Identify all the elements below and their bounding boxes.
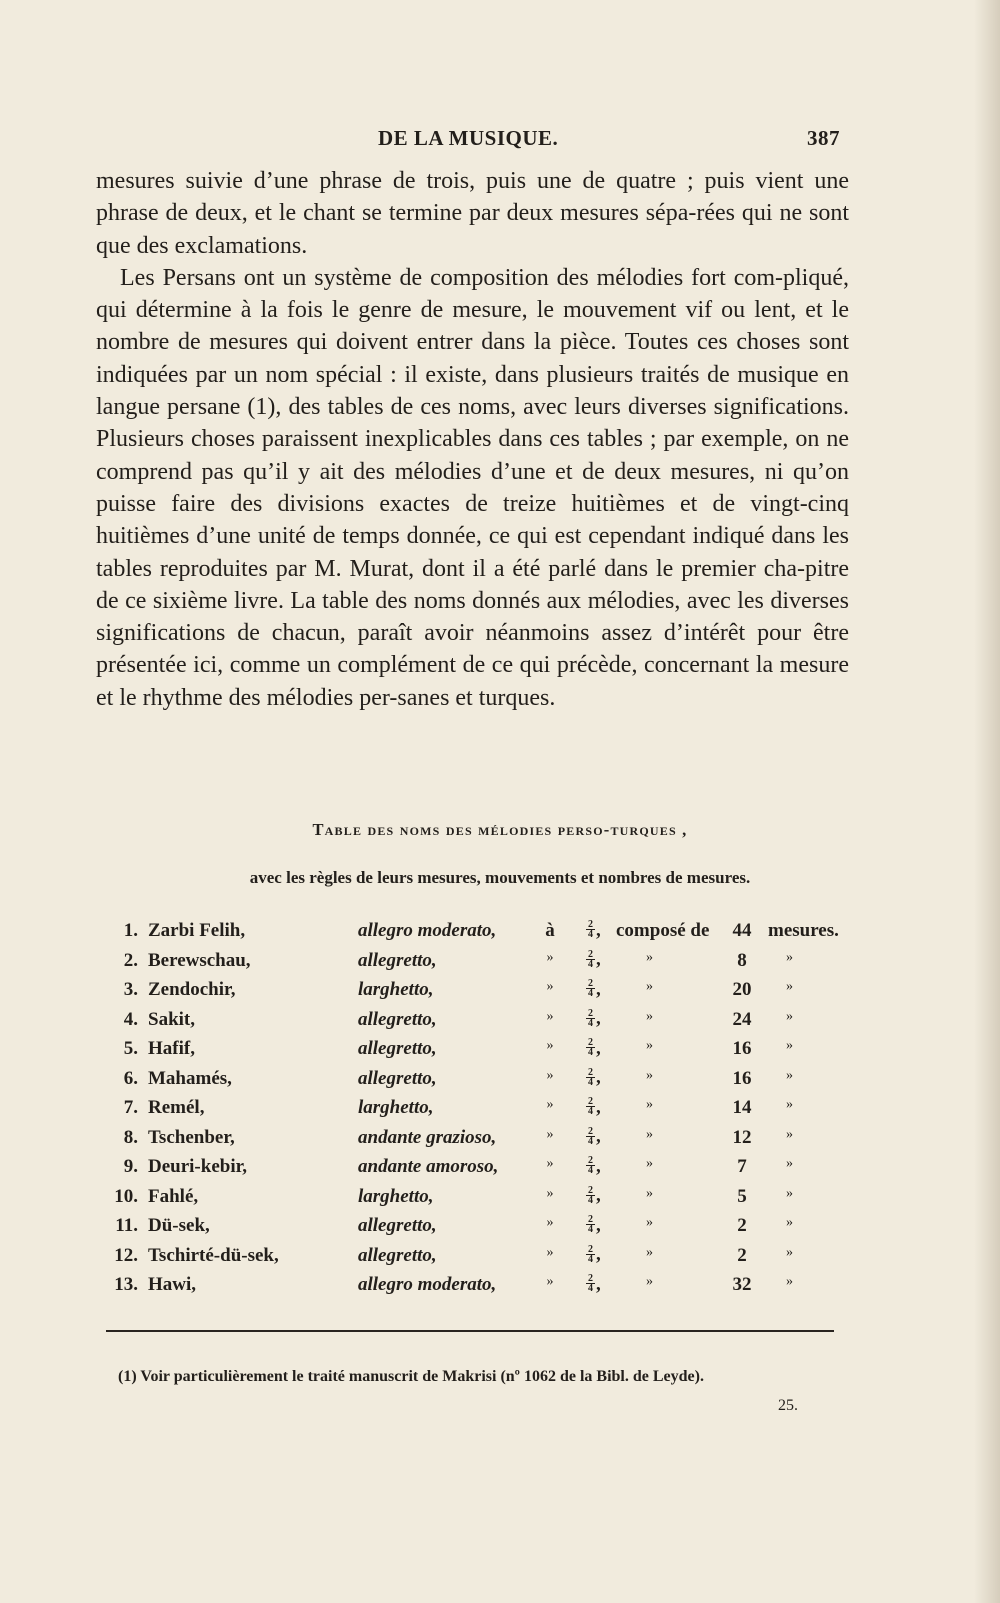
ditto-mark: » [546,1274,554,1289]
measure-count: 12 [732,1126,752,1148]
time-signature [586,979,612,1001]
table-row [0,1274,1000,1304]
composition-label: » [646,1156,653,1171]
measure-count: 2 [737,1244,747,1266]
melody-name: Tschenber, [148,1126,235,1148]
measure-count: 16 [732,1038,752,1059]
table-row [0,950,1000,980]
row-number: 10. [114,1185,138,1207]
tempo-marking: allegretto, [358,1038,437,1059]
table-row [0,1186,1000,1216]
ditto-mark: à [545,920,555,941]
ditto-mark: » [546,1038,554,1053]
signature-mark: 25. [778,1397,798,1414]
time-signature [586,1127,612,1149]
melody-name: Mahamés, [148,1067,232,1089]
time-signature [586,920,612,942]
measure-count: 16 [732,1067,752,1089]
fraction-denominator: 4 [588,1017,593,1029]
fraction-denominator: 4 [588,1135,593,1147]
measure-unit: » [786,1185,793,1201]
row-number: 5. [123,1038,138,1059]
measure-unit: » [786,1156,793,1171]
page-number: 387 [807,126,840,150]
composition-label: » [646,1274,653,1289]
time-signature [586,1245,612,1267]
table-title: Table des noms des mélodies perso-turques , [312,820,688,839]
fraction [586,1097,595,1116]
measure-unit: » [786,1008,793,1024]
fraction-comma: , [596,1185,601,1207]
paragraph-1: mesures suivie d’une phrase de trois, puis une de quatre ; puis vient une phrase de deux, et le chant se termine par deux mesures sépa-rées qui ne sont que des exclamations. [96,168,849,259]
body-text [96,165,849,714]
melody-name: Hawi, [148,1274,197,1295]
melody-name: Remél, [148,1097,205,1118]
running-title: DE LA MUSIQUE. [378,126,559,150]
ditto-mark: » [546,1126,554,1142]
melody-name: Berewschau, [148,949,251,971]
time-signature [586,1186,612,1208]
fraction [586,979,595,998]
measure-unit: » [786,1126,793,1142]
composition-label: » [646,1215,653,1230]
fraction-numerator: 2 [588,1125,593,1137]
time-signature [586,950,612,972]
fraction [586,1274,595,1293]
time-signature [586,1068,612,1090]
fraction-numerator: 2 [588,1037,593,1049]
fraction [586,920,595,939]
measure-unit: » [786,1097,793,1112]
fraction-numerator: 2 [588,1214,593,1226]
tempo-marking: larghetto, [358,1185,434,1207]
fraction-numerator: 2 [588,1243,593,1255]
fraction-numerator: 2 [588,1096,593,1108]
table-row [0,1127,1000,1157]
fraction [586,1215,595,1234]
fraction-numerator: 2 [588,919,593,931]
fraction-numerator: 2 [588,978,593,990]
fraction-comma: , [596,1037,601,1059]
fraction-comma: , [596,1273,601,1295]
composition-label: » [646,1126,653,1142]
time-signature [586,1009,612,1031]
composition-label: » [646,1008,653,1024]
time-signature [586,1215,612,1237]
fraction [586,1068,595,1087]
measure-unit: » [786,1215,793,1230]
row-number: 1. [123,920,138,941]
row-number: 6. [123,1067,138,1089]
table-row [0,1215,1000,1245]
measure-count: 20 [732,979,752,1000]
measure-unit: » [786,1274,793,1289]
fraction-denominator: 4 [588,1165,593,1177]
composition-label: » [646,1038,653,1053]
fraction-denominator: 4 [588,988,593,1000]
time-signature [586,1274,612,1296]
row-number: 7. [123,1097,138,1118]
table-row [0,1156,1000,1186]
fraction-comma: , [596,1008,601,1030]
table-row [0,1009,1000,1039]
page-edge-shadow [974,0,1000,1603]
melody-name: Dü-sek, [148,1215,210,1236]
composition-label: » [646,1097,653,1112]
row-number: 4. [123,1008,138,1030]
tempo-marking: allegretto, [358,1008,437,1030]
fraction-comma: , [596,1214,601,1236]
fraction-comma: , [596,1155,601,1177]
melody-name: Fahlé, [148,1185,199,1207]
measure-unit: » [786,949,793,965]
fraction-denominator: 4 [588,1253,593,1265]
tempo-marking: allegro moderato, [358,920,497,941]
fraction-comma: , [596,1067,601,1089]
ditto-mark: » [546,1008,554,1024]
fraction [586,950,595,969]
time-signature [586,1038,612,1060]
ditto-mark: » [546,1215,554,1230]
tempo-marking: allegretto, [358,1215,437,1236]
measure-unit: mesures. [768,920,839,941]
measure-count: 44 [732,920,752,941]
melody-name: Deuri-kebir, [148,1156,248,1177]
fraction [586,1038,595,1057]
table-row [0,979,1000,1009]
fraction-numerator: 2 [588,1007,593,1019]
composition-label: » [646,1244,653,1260]
ditto-mark: » [546,1244,554,1260]
composition-label: » [646,949,653,965]
table-row [0,1038,1000,1068]
running-header [96,126,840,152]
footnote-rule [106,1330,834,1332]
row-number: 13. [114,1274,138,1295]
composition-label: » [646,1067,653,1083]
row-number: 8. [123,1126,138,1148]
melody-name: Zendochir, [148,979,236,1000]
row-number: 12. [114,1244,138,1266]
tempo-marking: allegretto, [358,949,437,971]
fraction-denominator: 4 [588,1224,593,1236]
fraction-comma: , [596,1126,601,1148]
fraction-denominator: 4 [588,958,593,970]
ditto-mark: » [546,1097,554,1112]
measure-count: 8 [737,949,747,971]
row-number: 9. [123,1156,138,1177]
melody-name: Hafif, [148,1038,195,1059]
measure-count: 32 [732,1274,752,1295]
melody-name: Sakit, [148,1008,195,1030]
ditto-mark: » [546,1067,554,1083]
footnote: (1) Voir particulièrement le traité manuscrit de Makrisi (nº 1062 de la Bibl. de Leyde). [118,1368,704,1385]
measure-count: 14 [732,1097,752,1118]
time-signature [586,1156,612,1178]
tempo-marking: andante amoroso, [358,1156,499,1177]
tempo-marking: allegretto, [358,1067,437,1089]
row-number: 11. [115,1215,138,1236]
fraction-comma: , [596,919,601,941]
table-row [0,1068,1000,1098]
melody-name: Zarbi Felih, [148,920,246,941]
measure-count: 2 [737,1215,747,1236]
ditto-mark: » [546,949,554,965]
measure-unit: » [786,1067,793,1083]
fraction [586,1127,595,1146]
paragraph-2: Les Persans ont un système de composition des mélodies fort com-pliqué, qui détermine à la fois le genre de mesure, le mouvement vif ou lent, et le nombre de mesures qui doivent entrer dans la pièce. Toutes ces choses sont indiquées par un nom spécial : il existe, dans plusieurs traités de musique en langue persane (1), des tables de ces noms, avec leurs diverses significations. Plusieurs choses paraissent inexplicables dans ces tables ; par exemple, on ne comprend pas qu’il y ait des mélodies d’une et de deux mesures, ni qu’on puisse faire des divisions exactes de treize huitièmes et de vingt-cinq huitièmes d’une unité de temps donnée, ce qui est cependant indiqué dans les tables reproduites par M. Murat, dont il a été parlé dans le premier cha-pitre de ce sixième livre. La table des noms donnés aux mélodies, avec les diverses significations de chacun, paraît avoir néanmoins assez d’intérêt pour être présentée ici, comme un complément de ce qui précède, concernant la mesure et le rhythme des mélodies per-sanes et turques. [96,264,849,711]
fraction-denominator: 4 [588,1106,593,1118]
fraction-denominator: 4 [588,929,593,941]
table-row [0,1245,1000,1275]
ditto-mark: » [546,979,554,994]
ditto-mark: » [546,1185,554,1201]
ditto-mark: » [546,1156,554,1171]
tempo-marking: allegro moderato, [358,1274,497,1295]
composition-label: » [646,979,653,994]
fraction [586,1156,595,1175]
fraction-denominator: 4 [588,1283,593,1295]
fraction-comma: , [596,949,601,971]
table-row [0,920,1000,950]
fraction [586,1186,595,1205]
composition-label: » [646,1185,653,1201]
fraction [586,1009,595,1028]
measure-count: 7 [737,1156,747,1177]
measure-unit: » [786,979,793,994]
fraction-denominator: 4 [588,1047,593,1059]
row-number: 3. [123,979,138,1000]
measure-unit: » [786,1038,793,1053]
table-subtitle: avec les règles de leurs mesures, mouvements et nombres de mesures. [249,868,751,887]
fraction [586,1245,595,1264]
tempo-marking: larghetto, [358,1097,434,1118]
table-row [0,1097,1000,1127]
fraction-comma: , [596,978,601,1000]
fraction-comma: , [596,1096,601,1118]
fraction-numerator: 2 [588,1273,593,1285]
fraction-numerator: 2 [588,1066,593,1078]
measure-unit: » [786,1244,793,1260]
tempo-marking: larghetto, [358,979,434,1000]
fraction-numerator: 2 [588,948,593,960]
measure-count: 24 [732,1008,752,1030]
fraction-denominator: 4 [588,1194,593,1206]
fraction-numerator: 2 [588,1155,593,1167]
measure-count: 5 [737,1185,747,1207]
tempo-marking: andante grazioso, [358,1126,497,1148]
fraction-comma: , [596,1244,601,1266]
row-number: 2. [123,949,138,971]
tempo-marking: allegretto, [358,1244,437,1266]
melody-name: Tschirté-dü-sek, [148,1244,279,1266]
fraction-denominator: 4 [588,1076,593,1088]
composition-label: composé de [616,920,710,941]
time-signature [586,1097,612,1119]
fraction-numerator: 2 [588,1184,593,1196]
